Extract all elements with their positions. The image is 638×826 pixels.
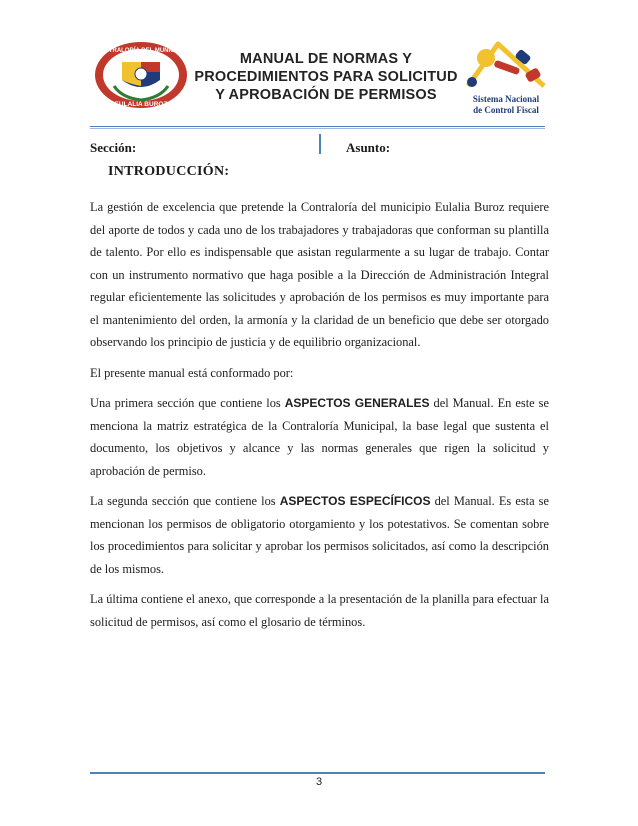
seal-top-text: CONTRALORÍA DEL MUNICIPIO bbox=[95, 48, 187, 54]
header-divider bbox=[319, 134, 321, 154]
section-heading: INTRODUCCIÓN: bbox=[108, 164, 230, 179]
title-line-1: MANUAL DE NORMAS Y bbox=[239, 51, 413, 67]
bold-aspectos-especificos: ASPECTOS ESPECÍFICOS bbox=[279, 494, 431, 508]
logo-line-2: de Control Fiscal bbox=[473, 105, 539, 115]
asunto-label: Asunto: bbox=[346, 140, 391, 155]
seal-bottom-text: EULALIA BUROZ bbox=[114, 101, 168, 108]
paragraph-second-section: La segunda sección que contiene los ASPECTOS ESPECÍFICOS del Manual. Es esta se mencionan los permisos de obligatorio otorgamiento y los potestativos. Se comentan sobre los procedimientos para solicitar y aprobar los permisos solicitados, así como la descripción de los mismos. bbox=[90, 494, 550, 576]
document-title bbox=[190, 50, 462, 104]
footer-rule bbox=[90, 772, 545, 774]
title-line-2: PROCEDIMIENTOS PARA SOLICITUD bbox=[194, 69, 458, 85]
sistema-nacional-logo bbox=[458, 36, 554, 124]
paragraph-intro: La gestión de excelencia que pretende la Contraloría del municipio Eulalia Buroz requiere del aporte de todos y cada uno de los trabajadores y trabajadoras que conforman su plantilla de talento. Por ello es indispensable que asistan regularmente a su lugar de trabajo. Contar con un instrumento normativo que haga posible a la Dirección de Administración Integral regular eficientemente las solicitudes y aprobación de los permisos es muy importante para el mantenimiento del orden, la armonía y la claridad de un beneficio que debe ser otorgado observando los principio de justicia y de equilibrio organizacional. bbox=[90, 200, 549, 349]
contraloria-seal-logo bbox=[92, 40, 190, 110]
bold-aspectos-generales: ASPECTOS GENERALES bbox=[284, 396, 430, 410]
paragraph-first-section: Una primera sección que contiene los ASPECTOS GENERALES del Manual. En este se menciona la matriz estratégica de la Contraloría Municipal, la base legal que sustenta el documento, los objetivos y alcance y las normas generales que rigen la solicitud y aprobación de permiso. bbox=[90, 396, 549, 478]
logo-line-1: Sistema Nacional bbox=[472, 94, 540, 104]
paragraph-last-section: La última contiene el anexo, que corresponde a la presentación de la planilla para efectuar la solicitud de permisos, así como el glosario de términos. bbox=[90, 592, 549, 629]
title-line-3: Y APROBACIÓN DE PERMISOS bbox=[215, 87, 437, 103]
page-number: 3 bbox=[315, 776, 323, 788]
header-rule-thin bbox=[90, 128, 545, 129]
header-rule bbox=[90, 126, 545, 127]
body-text bbox=[90, 196, 549, 641]
paragraph-conformado: El presente manual está conformado por: bbox=[90, 365, 294, 380]
seccion-label: Sección: bbox=[90, 140, 137, 155]
